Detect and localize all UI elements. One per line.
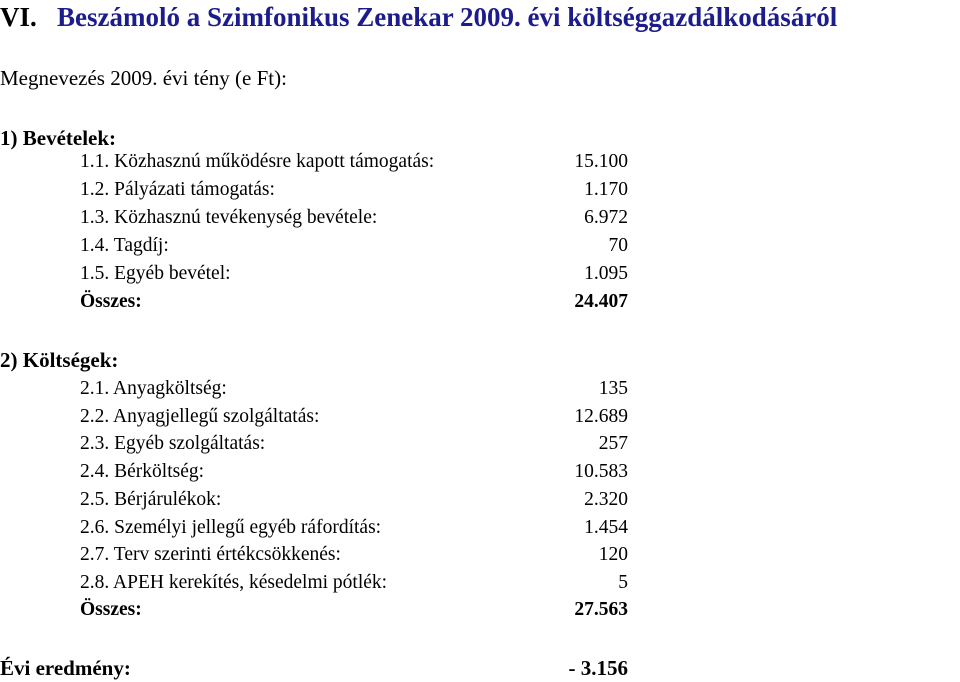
subtitle: Megnevezés 2009. évi tény (e Ft): <box>0 66 287 90</box>
cost-label: 2.3. Egyéb szolgáltatás: <box>80 433 266 454</box>
income-total-row <box>80 288 628 315</box>
cost-row <box>80 430 628 457</box>
cost-row <box>80 569 628 596</box>
income-label: 1.4. Tagdíj: <box>80 235 169 256</box>
costs-heading: 2) Költségek: <box>0 348 119 372</box>
cost-row <box>80 403 628 430</box>
income-label: 1.1. Közhasznú működésre kapott támogatás: <box>80 151 435 172</box>
income-value: 1.095 <box>584 263 628 284</box>
income-value: 70 <box>608 235 628 256</box>
cost-value: 12.689 <box>574 406 628 427</box>
income-total-label: Összes: <box>80 291 142 312</box>
cost-label: 2.2. Anyagjellegű szolgáltatás: <box>80 406 320 427</box>
section-number: VI. <box>0 2 37 32</box>
cost-value: 120 <box>598 544 628 565</box>
cost-value: 135 <box>598 378 628 399</box>
income-value: 6.972 <box>584 207 628 228</box>
costs-total-label: Összes: <box>80 599 142 620</box>
cost-row <box>80 486 628 513</box>
costs-total-row <box>80 596 628 623</box>
income-row <box>80 232 628 259</box>
cost-row <box>80 541 628 568</box>
cost-row <box>80 514 628 541</box>
income-row <box>80 260 628 287</box>
annual-result-row <box>0 654 628 682</box>
income-row <box>80 148 628 175</box>
income-total-value: 24.407 <box>574 291 628 312</box>
cost-label: 2.8. APEH kerekítés, késedelmi pótlék: <box>80 572 388 593</box>
cost-label: 2.1. Anyagköltség: <box>80 378 227 399</box>
cost-label: 2.7. Terv szerinti értékcsökkenés: <box>80 544 341 565</box>
cost-value: 257 <box>598 433 628 454</box>
income-row <box>80 204 628 231</box>
cost-value: 10.583 <box>574 461 628 482</box>
cost-row <box>80 458 628 485</box>
income-label: 1.5. Egyéb bevétel: <box>80 263 231 284</box>
cost-label: 2.6. Személyi jellegű egyéb ráfordítás: <box>80 517 382 538</box>
income-label: 1.2. Pályázati támogatás: <box>80 179 275 200</box>
cost-label: 2.5. Bérjárulékok: <box>80 489 222 510</box>
cost-value: 2.320 <box>584 489 628 510</box>
income-value: 1.170 <box>584 179 628 200</box>
document-title <box>0 0 837 34</box>
income-heading: 1) Bevételek: <box>0 126 117 150</box>
annual-result-value: - 3.156 <box>568 656 628 680</box>
cost-value: 1.454 <box>584 517 628 538</box>
income-label: 1.3. Közhasznú tevékenység bevétele: <box>80 207 378 228</box>
cost-value: 5 <box>618 572 628 593</box>
title-text: Beszámoló a Szimfonikus Zenekar 2009. évi költséggazdálkodásáról <box>57 2 838 32</box>
cost-label: 2.4. Bérköltség: <box>80 461 205 482</box>
cost-row <box>80 375 628 402</box>
income-value: 15.100 <box>574 151 628 172</box>
income-row <box>80 176 628 203</box>
annual-result-label: Évi eredmény: <box>0 656 131 680</box>
costs-total-value: 27.563 <box>574 599 628 620</box>
